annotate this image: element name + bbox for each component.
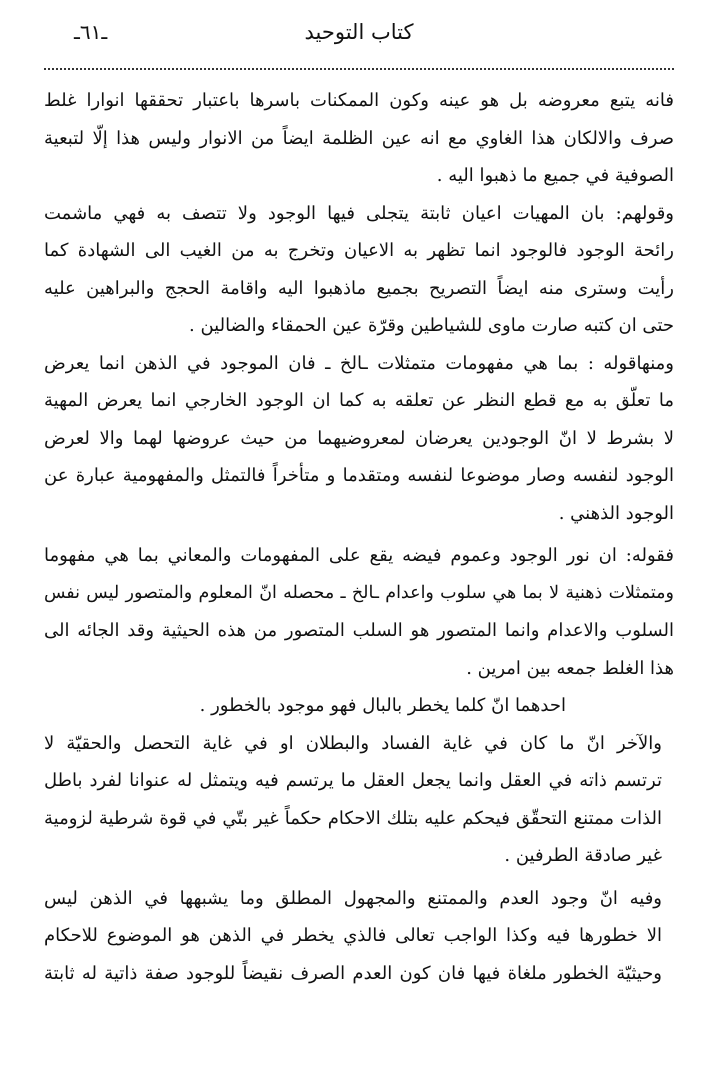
paragraph: [44, 345, 674, 533]
paragraph: [44, 82, 674, 195]
text-line: وحيثيّة الخطور ملغاة فيها فان كون العدم الصرف نقيضاً للوجود صفة ذاتية له ثابتة: [44, 962, 662, 984]
page-number: ـ٦١ـ: [74, 20, 108, 44]
text-line: والآخر انّ ما كان في غاية الفساد والبطلان او في غاية التحصل والحقيّة لا: [44, 732, 662, 754]
text-line: لا بشرط لا انّ الوجودين يعرضان لمعروضيهما من حيث عروضها لهما والا لعرض: [44, 427, 674, 449]
text-line: رأيت وسترى منه ايضاً التصريح بجميع ماذهبوا اليه واقامة الحجج والبراهين عليه: [44, 277, 674, 299]
text-line: الوجود لنفسه وصار موضوعا لنفسه ومتقدما و متأخراً فالتمثل والمفهومية عبارة عن: [44, 465, 674, 486]
paragraph: [44, 195, 674, 345]
text-line: الصوفية في جميع ما ذهبوا اليه .: [436, 165, 674, 186]
paragraph: [44, 880, 674, 993]
text-line: احدهما انّ كلما يخطر بالبال فهو موجود بالخطور .: [199, 695, 566, 716]
paragraph: [44, 687, 674, 725]
text-line: ترتسم ذاته في العقل وانما يجعل العقل ما يرتسم فيه ويتمثل له عنوانا لفرد باطل: [44, 770, 662, 791]
paragraph: [44, 725, 674, 875]
text-line: فقوله: ان نور الوجود وعموم فيضه يقع على المفهومات والمعاني بما هي مفهوما: [44, 545, 674, 566]
text-line: فانه يتبع معروضه بل هو عينه وكون الممكنات باسرها باعتبار تحققها انوارا غلط: [44, 90, 674, 111]
text-line: رائحة الوجود فالوجود انما تظهر به الاعيان وتخرج به من الغيب الى الشهادة كما: [44, 240, 674, 261]
text-line: غير صادقة الطرفين .: [504, 845, 662, 866]
text-line: وقولهم: بان المهيات اعيان ثابتة يتجلى فيها الوجود ولا تتصف به فهي ماشمت: [44, 202, 674, 224]
text-line: وفيه انّ وجود العدم والممتنع والمجهول المطلق وما يشبهها في الذهن ليس: [44, 887, 662, 909]
text-line: ما تعلّق به مع قطع النظر عن تعلقه به كما ان الوجود الخارجي انما يعرض المهية: [44, 390, 674, 411]
paragraph: [44, 537, 674, 687]
text-line: الا خطورها فيه وكذا الواجب تعالى فالذي يخطر في الذهن هو الموضوع للاحكام: [44, 925, 662, 946]
header-divider: [44, 68, 674, 70]
book-title: كتاب التوحيد: [304, 20, 414, 44]
text-line: الوجود الذهني .: [558, 502, 674, 524]
text-line: ومتمثلات ذهنية لا بما هي سلوب واعدام ـالخ ـ محصله انّ المعلوم والمتصور ليس نفس: [44, 582, 674, 603]
text-line: حتى ان كتبه صارت ماوى للشياطين وقرّة عين الحمقاء والضالين .: [189, 315, 674, 336]
body-text: [44, 82, 674, 992]
text-line: الذات ممتنع التحقّق فيحكم عليه بتلك الاحكام حكماً غير بتّي في قوة شرطية لزومية: [44, 807, 662, 829]
text-line: هذا الغلط جمعه بين امرين .: [466, 657, 674, 679]
text-line: السلوب والاعدام وانما المتصور هو السلب المتصور من هذه الحيثية وقد الجائه الى: [44, 620, 674, 641]
page-header: [44, 18, 674, 58]
text-line: صرف والالكان هذا الغاوي مع انه عين الظلمة ايضاً من الانوار وليس هذا إلّا لتبعية: [44, 127, 674, 149]
text-line: ومنهاقوله : بما هي مفهومات متمثلات ـالخ ـ فان الموجود في الذهن انما يعرض: [44, 352, 674, 374]
